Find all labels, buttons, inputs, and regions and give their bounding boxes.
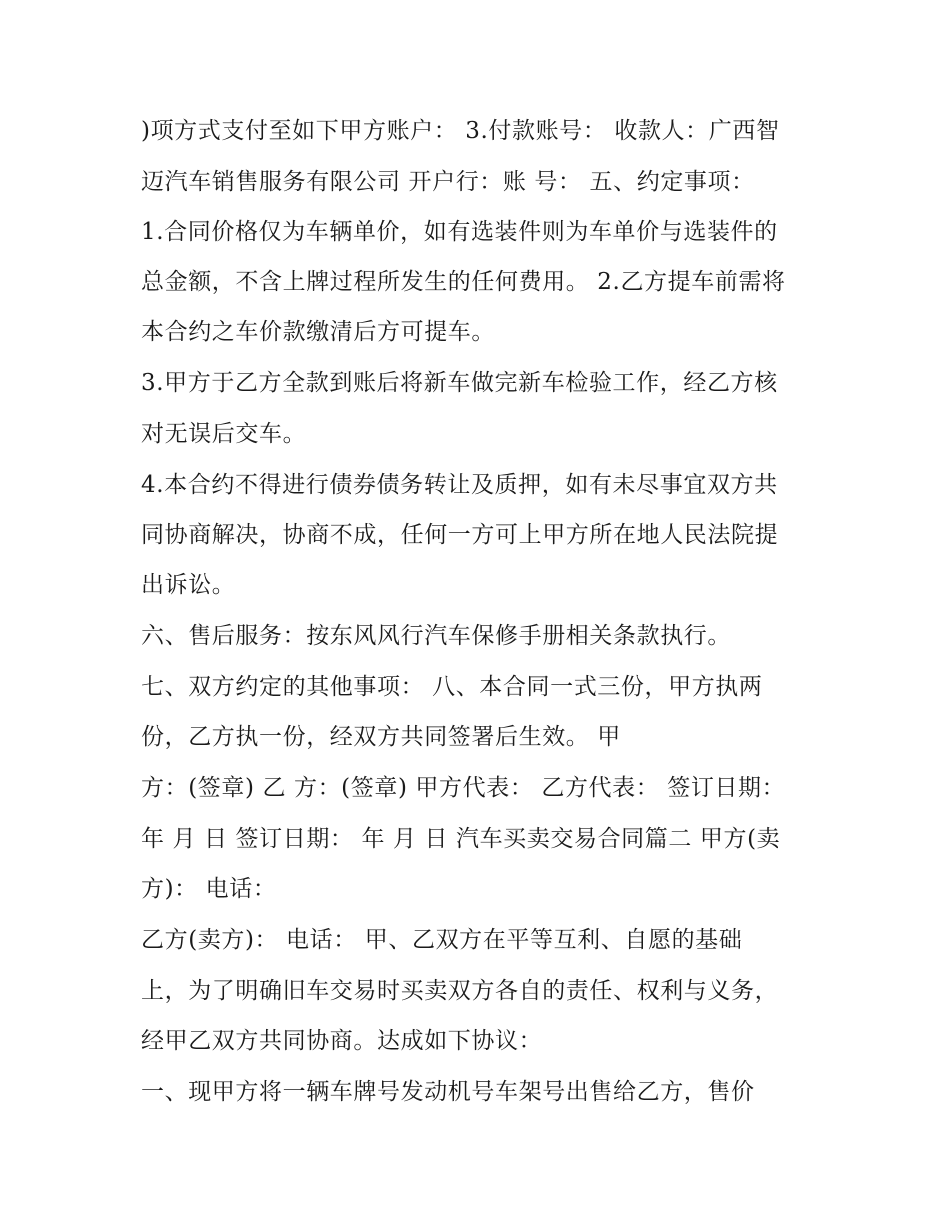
text-line: )项方式支付至如下甲方账户： 3.付款账号： 收款人：广西智 bbox=[141, 118, 780, 144]
text-line: 总金额，不含上牌过程所发生的任何费用。 2.乙方提车前需将 bbox=[141, 269, 786, 295]
text-line: 本合约之车价款缴清后方可提车。 bbox=[141, 319, 495, 345]
text-line: 份，乙方执一份，经双方共同签署后生效。 甲 bbox=[141, 724, 621, 750]
text-line: 经甲乙双方共同协商。达成如下协议： bbox=[141, 1028, 543, 1054]
text-line: 1.合同价格仅为车辆单价，如有选装件则为车单价与选装件的 bbox=[141, 219, 778, 245]
text-line: 方：(签章) 乙 方：(签章) 甲方代表： 乙方代表： 签订日期： bbox=[141, 775, 786, 801]
text-line: 七、双方约定的其他事项： 八、本合同一式三份，甲方执两 bbox=[141, 674, 763, 700]
text-line: 3.甲方于乙方全款到账后将新车做完新车检验工作，经乙方核 bbox=[141, 370, 778, 396]
text-line: 对无误后交车。 bbox=[141, 421, 307, 447]
text-line: 同协商解决，协商不成，任何一方可上甲方所在地人民法院提 bbox=[141, 522, 779, 548]
text-line: 六、售后服务：按东风风行汽车保修手册相关条款执行。 bbox=[141, 623, 731, 649]
text-line: 方)： 电话： bbox=[141, 876, 277, 902]
text-line: 4.本合约不得进行债券债务转让及质押，如有未尽事宜双方共 bbox=[141, 472, 778, 498]
text-line: 一、现甲方将一辆车牌号发动机号车架号出售给乙方，售价 bbox=[141, 1079, 755, 1105]
text-line: 乙方(卖方)： 电话： 甲、乙双方在平等互利、自愿的基础 bbox=[141, 927, 743, 953]
text-line: 年 月 日 签订日期： 年 月 日 汽车买卖交易合同篇二 甲方(卖 bbox=[141, 826, 781, 852]
text-line: 迈汽车销售服务有限公司 开户行：账 号： 五、约定事项： bbox=[141, 169, 755, 195]
text-line: 上，为了明确旧车交易时买卖双方各自的责任、权利与义务， bbox=[141, 978, 779, 1004]
text-line: 出诉讼。 bbox=[141, 572, 236, 598]
